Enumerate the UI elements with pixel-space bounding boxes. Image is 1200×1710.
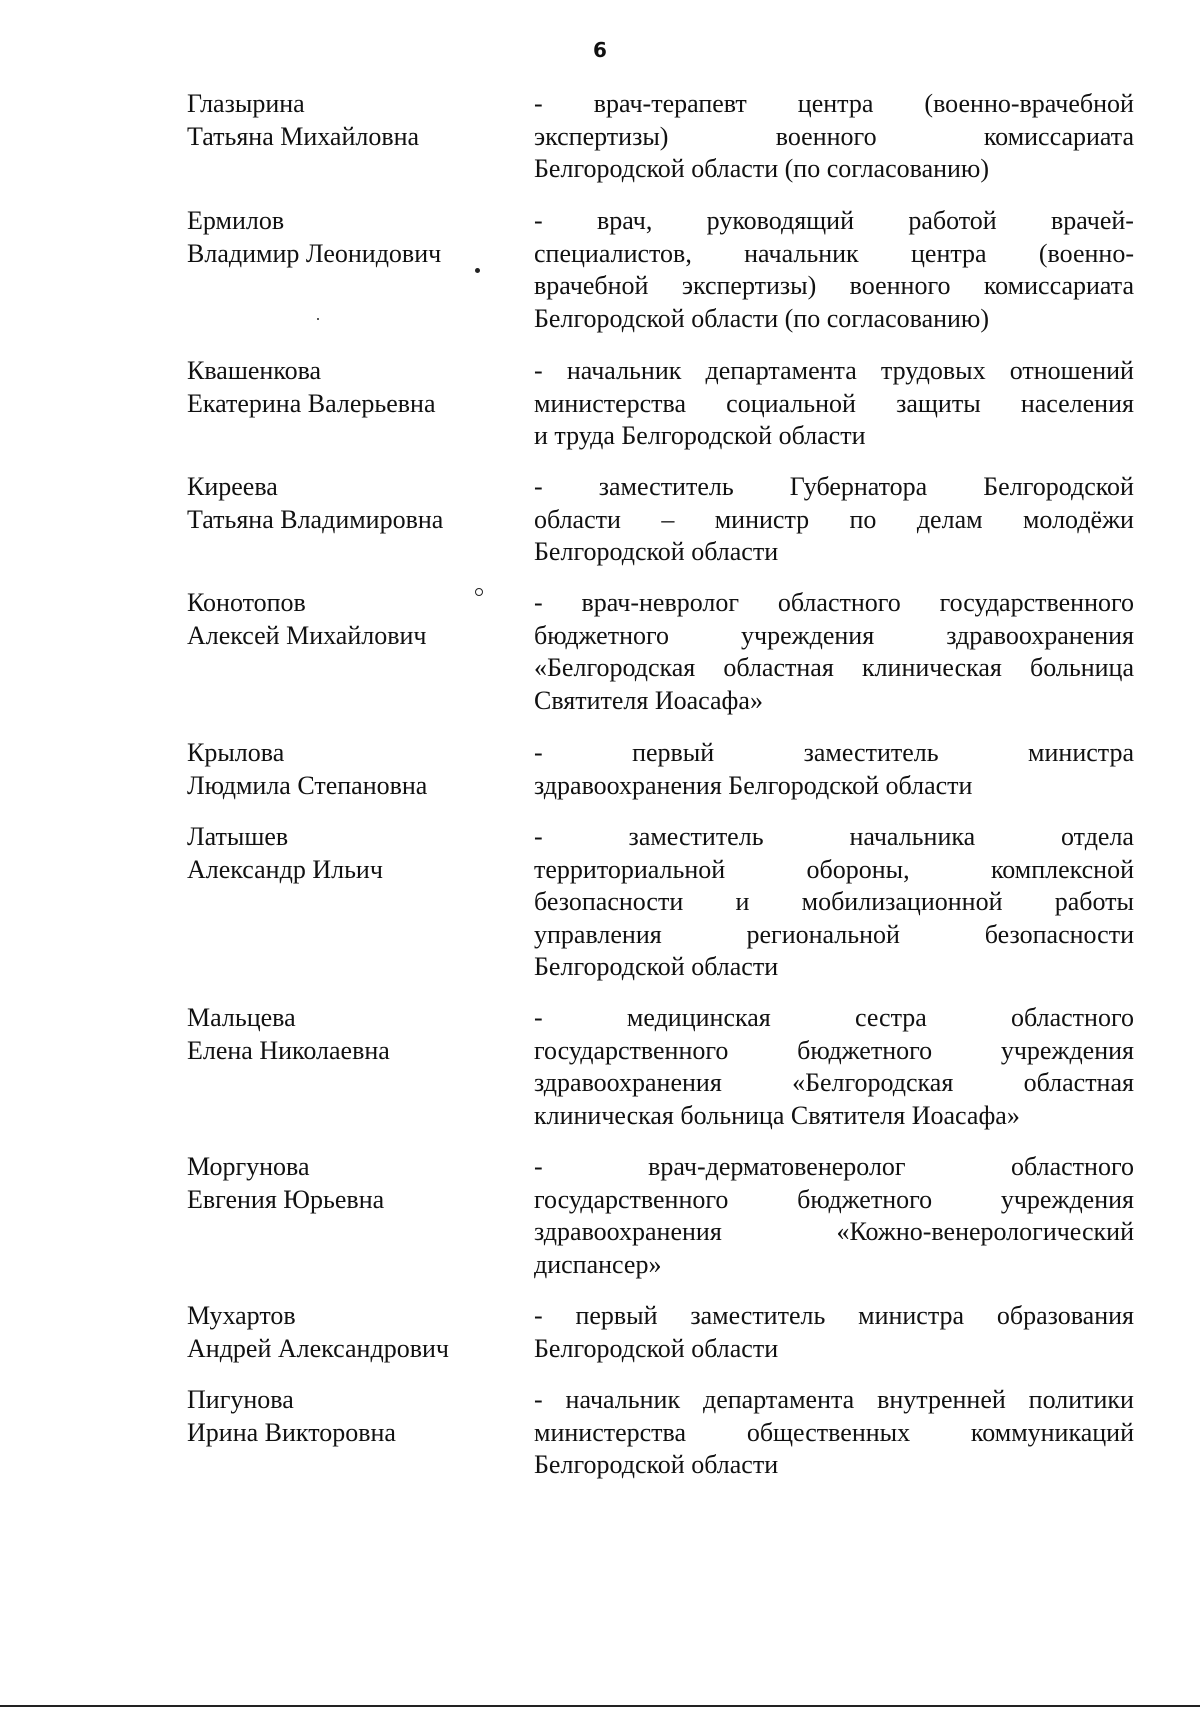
position-line: - врач-невролог областного государственного	[534, 588, 1134, 617]
member-name	[187, 1151, 517, 1216]
member-surname: Конотопов	[187, 588, 306, 617]
member-position	[534, 471, 1134, 569]
position-line: министерства социальной защиты населения	[534, 388, 1134, 418]
member-position	[534, 1384, 1134, 1482]
member-name	[187, 1300, 517, 1365]
member-name	[187, 355, 517, 420]
member-given-names: Владимир Леонидович	[187, 238, 442, 268]
member-given-names: Александр Ильич	[187, 854, 383, 884]
position-line: государственного бюджетного учреждения	[534, 1184, 1134, 1214]
position-line: государственного бюджетного учреждения	[534, 1035, 1134, 1065]
member-position	[534, 587, 1134, 717]
position-line: Белгородской области	[534, 537, 779, 566]
member-position	[534, 1002, 1134, 1132]
member-given-names: Татьяна Владимировна	[187, 504, 444, 534]
member-surname: Моргунова	[187, 1152, 310, 1181]
scan-speck	[475, 588, 483, 596]
member-name	[187, 205, 517, 270]
position-line: Белгородской области	[534, 952, 779, 981]
member-position	[534, 737, 1134, 802]
position-line: врачебной экспертизы) военного комиссариата	[534, 271, 1134, 300]
scan-speck	[475, 268, 480, 273]
position-line: Святителя Иоасафа»	[534, 685, 763, 715]
position-line: области – министр по делам молодёжи	[534, 504, 1134, 534]
position-line: здравоохранения «Белгородская областная	[534, 1068, 1134, 1097]
position-line: территориальной обороны, комплексной	[534, 854, 1134, 884]
member-surname: Киреева	[187, 472, 278, 501]
position-line: диспансер»	[534, 1249, 662, 1279]
position-line: управления региональной безопасности	[534, 919, 1134, 949]
position-line: - врач-терапевт центра (военно-врачебной	[534, 89, 1134, 118]
member-given-names: Андрей Александрович	[187, 1333, 449, 1363]
member-position	[534, 1151, 1134, 1281]
member-position	[534, 1300, 1134, 1365]
member-given-names: Людмила Степановна	[187, 770, 428, 800]
member-surname: Крылова	[187, 738, 285, 767]
member-surname: Глазырина	[187, 89, 305, 118]
member-surname: Мальцева	[187, 1003, 296, 1032]
member-given-names: Евгения Юрьевна	[187, 1184, 385, 1214]
member-name	[187, 471, 517, 536]
member-position	[534, 821, 1134, 984]
position-line: - заместитель начальника отдела	[534, 822, 1134, 851]
position-line: и труда Белгородской области	[534, 421, 866, 450]
member-position	[534, 205, 1134, 335]
member-surname: Мухартов	[187, 1301, 296, 1330]
position-line: Белгородской области	[534, 1450, 779, 1479]
member-given-names: Алексей Михайлович	[187, 620, 427, 650]
member-name	[187, 737, 517, 802]
position-line: Белгородской области	[534, 1333, 779, 1363]
member-given-names: Екатерина Валерьевна	[187, 388, 436, 418]
position-line: Белгородской области (по согласованию)	[534, 154, 990, 183]
member-name	[187, 821, 517, 886]
position-line: - заместитель Губернатора Белгородской	[534, 472, 1134, 501]
position-line: клиническая больница Святителя Иоасафа»	[534, 1100, 1020, 1130]
position-line: экспертизы) военного комиссариата	[534, 121, 1134, 151]
position-line: Белгородской области (по согласованию)	[534, 303, 990, 333]
member-given-names: Елена Николаевна	[187, 1035, 390, 1065]
position-line: здравоохранения «Кожно-венерологический	[534, 1217, 1134, 1246]
member-name	[187, 1384, 517, 1449]
page-number: 6	[593, 38, 607, 62]
position-line: бюджетного учреждения здравоохранения	[534, 620, 1134, 650]
member-surname: Пигунова	[187, 1385, 294, 1414]
position-line: «Белгородская областная клиническая больница	[534, 653, 1134, 682]
member-given-names: Татьяна Михайловна	[187, 121, 420, 151]
position-line: безопасности и мобилизационной работы	[534, 887, 1134, 916]
position-line: - начальник департамента внутренней политики	[534, 1385, 1134, 1414]
position-line: - первый заместитель министра образования	[534, 1301, 1134, 1330]
member-surname: Ермилов	[187, 206, 285, 235]
member-position	[534, 88, 1134, 186]
member-surname: Квашенкова	[187, 356, 322, 385]
member-name	[187, 587, 517, 652]
position-line: - врач-дерматовенеролог областного	[534, 1152, 1134, 1181]
member-position	[534, 355, 1134, 453]
scan-speck	[317, 318, 319, 320]
position-line: здравоохранения Белгородской области	[534, 770, 973, 800]
member-name	[187, 1002, 517, 1067]
position-line: специалистов, начальник центра (военно-	[534, 238, 1134, 268]
member-surname: Латышев	[187, 822, 289, 851]
position-line: министерства общественных коммуникаций	[534, 1417, 1134, 1447]
position-line: - первый заместитель министра	[534, 738, 1134, 767]
page-bottom-edge	[0, 1705, 1200, 1707]
position-line: - медицинская сестра областного	[534, 1003, 1134, 1032]
position-line: - начальник департамента трудовых отношений	[534, 356, 1134, 385]
position-line: - врач, руководящий работой врачей-	[534, 206, 1134, 235]
member-given-names: Ирина Викторовна	[187, 1417, 396, 1447]
member-name	[187, 88, 517, 153]
